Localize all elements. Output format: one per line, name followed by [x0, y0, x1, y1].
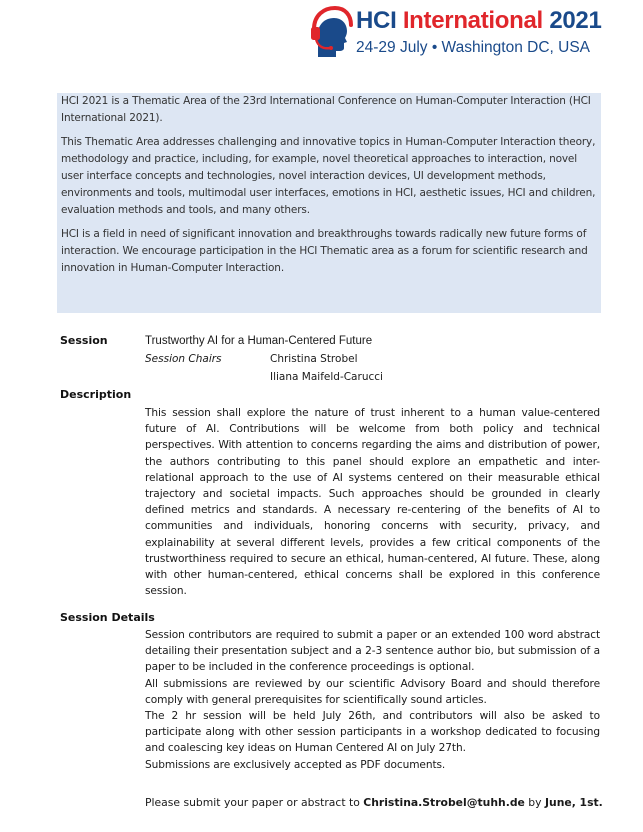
- details-paragraph: Session contributors are required to submit a paper or an extended 100 word abstract detailing their presentation subject and a 2-3 sentence author bio, but submission of a paper to be included in the conference proceedings is optional.: [145, 629, 600, 674]
- session-details-label: Session Details: [60, 611, 155, 624]
- details-paragraph: The 2 hr session will be held July 26th, and contributors will also be asked to participate along with other session participants in a workshop dedicated to focusing and coalescing key ideas on Human Centered AI on July 27th.: [145, 710, 600, 755]
- description-label: Description: [60, 388, 132, 401]
- contact-middle: by: [524, 796, 545, 809]
- conference-header: [308, 3, 634, 65]
- session-chair: Christina Strobel: [270, 353, 358, 365]
- intro-box: [57, 93, 601, 313]
- description-text: This session shall explore the nature of trust inherent to a human value-centered future of AI. Contributions will be welcome from both policy and technical perspectives. With attention to concerns regarding the aims and distribution of power, the authors contributing to this panel should explore an empathetic and inter-relational approach to the use of AI systems centered on their measurable ethical trajectory and societal impacts. Such approaches should be grounded in clearly defined metrics and standards. A necessary re-centering of the benefits of AI to communities and individuals, honoring concerns with security, privacy, and explainability at several different levels, provides a few critical components of the trustworthiness required to secure an ethical, human-centered, AI future. These, along with other human-centered, ethical concerns shall be explored in this conference session.: [145, 407, 600, 598]
- session-details: [145, 627, 600, 773]
- details-paragraph: All submissions are reviewed by our scientific Advisory Board and should therefore comply with general prerequisites for scientifically sound articles.: [145, 677, 600, 706]
- session-chair: Iliana Maifeld-Carucci: [270, 371, 383, 383]
- intro-paragraph: This Thematic Area addresses challenging and innovative topics in Human-Computer Interaction theory, methodology and practice, including, for example, novel theoretical approaches to interaction, novel user interface concepts and technologies, novel interaction devices, UI development methods, environments and tools, multimodal user interfaces, emotions in HCI, aesthetic issues, HCI and children, evaluation methods and tools, and many others.: [61, 136, 596, 216]
- session-title: Trustworthy AI for a Human-Centered Future: [145, 335, 373, 347]
- submission-deadline: June, 1st.: [544, 796, 603, 809]
- brand-international: International: [402, 7, 543, 34]
- contact-email[interactable]: Christina.Strobel@tuhh.de: [363, 796, 525, 809]
- conference-name: [356, 7, 602, 35]
- session-chairs-label: Session Chairs: [145, 353, 222, 365]
- brand-hci: HCI: [356, 7, 397, 34]
- conference-logo-icon: [308, 5, 354, 61]
- brand-year: 2021: [549, 7, 602, 34]
- intro-paragraph: HCI is a field in need of significant innovation and breakthroughs towards radically new future forms of interaction. We encourage participation in the HCI Thematic area as a forum for scientific research and innovation in Human-Computer Interaction.: [61, 228, 588, 274]
- contact-prefix: Please submit your paper or abstract to: [145, 796, 364, 809]
- intro-paragraph: HCI 2021 is a Thematic Area of the 23rd International Conference on Human-Computer Interaction (HCI International 2021).: [61, 95, 591, 124]
- details-paragraph: Submissions are exclusively accepted as PDF documents.: [145, 758, 446, 771]
- conference-dateline: 24-29 July • Washington DC, USA: [356, 39, 591, 56]
- session-label: Session: [60, 334, 108, 347]
- submission-contact: [145, 795, 603, 811]
